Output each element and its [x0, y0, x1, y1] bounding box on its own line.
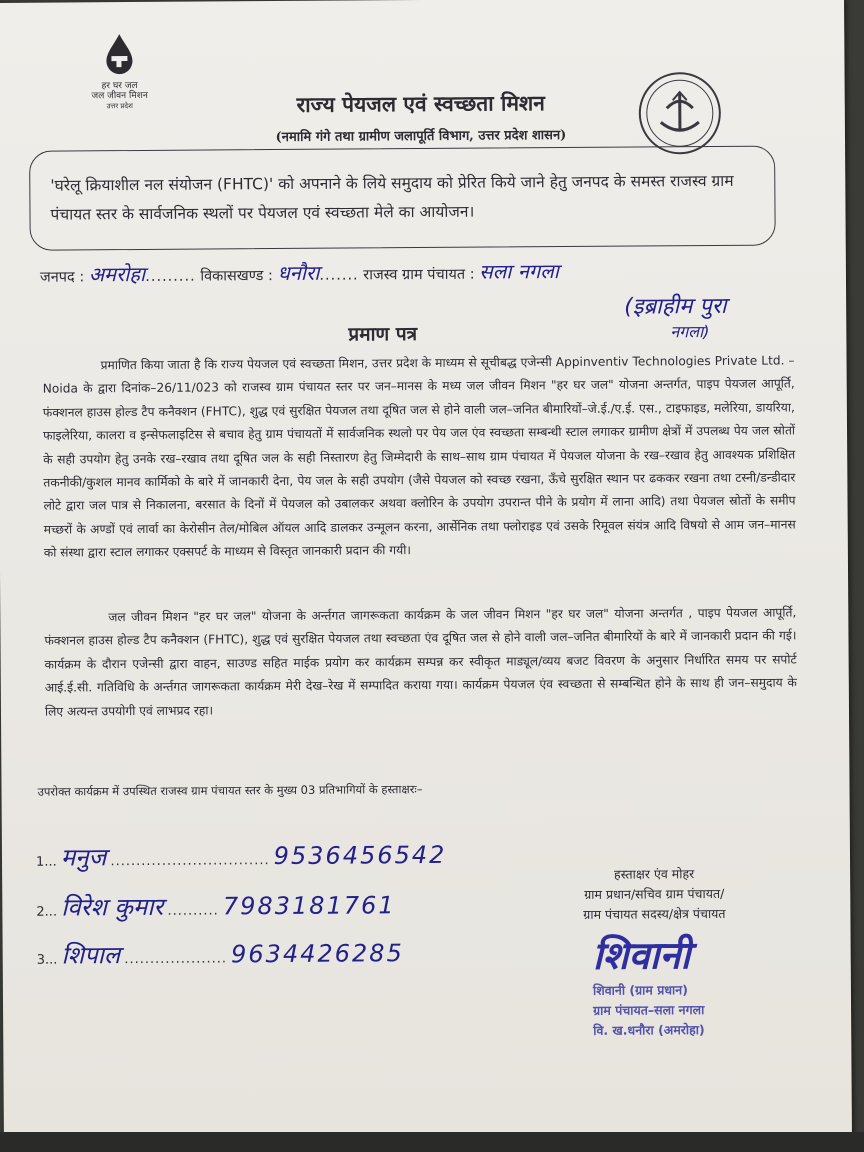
logo-line-3: उत्तर प्रदेश: [106, 102, 133, 111]
location-row: जनपद : अमरोहा......... विकासखण्ड : धनौरा....... राजस्व ग्राम पंचायत : सला नगला: [39, 259, 559, 287]
page-title: राज्य पेयजल एवं स्वच्छता मिशन: [296, 90, 545, 117]
floor-shadow: [0, 1132, 864, 1152]
pradhan-signature: शिवानी: [592, 933, 691, 978]
participant-name: मनुज: [60, 843, 107, 872]
panchayat-note-2: नगला): [670, 322, 710, 342]
participant-phone: 9634426285: [230, 939, 404, 969]
signatory-block: [554, 864, 754, 925]
participant-row: 3... शिपाल .................... 9634426285: [36, 939, 404, 970]
event-banner: [29, 146, 776, 251]
block-value: धनौरा: [277, 260, 320, 286]
stamp-line-2: ग्राम पंचायत–सला नगला: [593, 1002, 705, 1018]
participant-number: 3...: [36, 952, 58, 968]
participant-number: 1...: [35, 854, 57, 870]
participant-number: 2...: [36, 904, 58, 920]
logo-line-2: जल जीवन मिशन: [91, 90, 148, 102]
certificate-paragraph-1: प्रमाणित किया जाता है कि राज्य पेयजल एवं स्वच्छता मिशन, उत्तर प्रदेश के माध्यम से सूचीबद्ध एजेन्सी Appinventiv Technologies Private Ltd. – Noida के द्वारा दिनांक–26/11/023 को राजस्व ग्राम पंचायत स्तर पर जन–मानस के मध्य जल जीवन मिशन "हर घर जल" योजना अन्तर्गत, पाइप पेयजल आपूर्ति, फंक्शनल हाउस होल्ड टैप कनैक्शन (FHTC), शुद्ध एवं सुरक्षित पेयजल तथा दूषित जल से होने वाली जल–जनित बीमारियों–जे.ई./ए.ई. एस., टाइफाइड, मलेरिया, डायरिया, फाइलेरिया, कालरा व इन्सेफलाइटिस से बचाव हेतु ग्राम पंचायतों में सार्वजनिक स्थलो पर पेय जल एंव स्वच्छता सम्बन्धी स्टाल लगाकर ग्रामीण क्षेत्रों में उपलब्ध पेय जल स्रोतों के सही उपयोग हेतु उनके रख–रखाव तथा दूषित जल के सही निस्तारण हेतु जिम्मेदारी के साथ–साथ ग्राम पंचायत में पेयजल योजना के रख–रखाव हेतु आवश्यक प्रशिक्षित तकनीकी/कुशल मानव कार्मिको के बारे में जानकारी देना, पेय जल के सही उपयोग (जैसे पेयजल को स्वच्छ रखना, ऊँचे सुरक्षित स्थान पर ढककर रखना तथा टस्नी/डन्डीदार लोटे द्वारा जल पात्र से निकालना, बरसात के दिनों में पेयजल को उबालकर अथवा क्लोरिन के उपयोग उपरान्त पीने के प्रयोग में लाना आदि) तथा पेयजल स्रोतों के समीप मच्छरों के अण्डों एवं लार्वा का केरोसीन तेल/मोबिल ऑयल आदि डालकर उन्मूलन करना, आर्सेनिक तथा फ्लोराइड एवं उसके रिमूवल संयंत्र आदि विषयो से आम जन–मानस को संस्था द्वारा स्टाल लगाकर एक्सपर्ट के माध्यम से विस्तृत जानकारी प्रदान की गयी।: [42, 353, 796, 560]
panchayat-value: सला नगला: [479, 259, 559, 284]
participant-row: 1... मनुज ............................... 9536456542: [35, 840, 447, 872]
participant-phone: 7983181761: [222, 891, 396, 921]
participant-name: विरेश कुमार: [61, 892, 164, 922]
certificate-paragraph-2: जल जीवन मिशन "हर घर जल" योजना के अर्न्तगत जागरूकता कार्यक्रम के जल जीवन मिशन "हर घर जल" योजना अन्तर्गत , पाइप पेयजल आपूर्ति, फंक्शनल हाउस होल्ड टैप कनैक्शन (FHTC), शुद्ध एवं सुरक्षित पेयजल तथा स्वच्छता एंव दूषित जल से होने वाली जल–जनित बीमारियों के बारे में जानकारी प्रदान की गई। कार्यक्रम के दौरान एजेन्सी द्वारा वाहन, साउण्ड सहित माईक प्रयोग कर कार्यक्रम सम्पन्न कर स्वीकृत माड्यूल/व्यय बजट विवरण के अनुसार निर्धारित समय पर सपोर्ट आई.ई.सी. गतिविधि के अर्न्तगत जागरूकता कार्यक्रम मेरी देख–रेख में सम्पादित कराया गया। कार्यक्रम पेयजल एंव स्वच्छता से सम्बन्धित होने के साथ ही जन–समुदाय के लिए अत्यन्त उपयोगी एवं लाभप्रद रहा।: [44, 605, 797, 719]
district-label: जनपद :: [39, 269, 85, 286]
page-subtitle: (नमामि गंगे तथा ग्रामीण जलापूर्ति विभाग, उत्तर प्रदेश शासन): [275, 127, 567, 146]
stamp-line-3: वि. ख.धनौरा (अमरोहा): [593, 1022, 705, 1038]
signatory-line-2: ग्राम प्रधान/सचिव ग्राम पंचायत/: [584, 885, 725, 902]
panchayat-label: राजस्व ग्राम पंचायत :: [363, 266, 475, 284]
participant-phone: 9536456542: [273, 840, 447, 871]
water-drop-tap-icon: [102, 32, 136, 76]
logo-line-1: हर घर जल: [101, 80, 138, 92]
district-value: अमरोहा: [88, 261, 146, 287]
pradhan-stamp: [593, 927, 794, 1040]
signatory-line-1: हस्ताक्षर एंव मोहर: [613, 866, 695, 882]
signatory-line-3: ग्राम पंचायत सदस्य/क्षेत्र पंचायत: [583, 905, 726, 922]
participants-intro: उपरोक्त कार्यक्रम में उपस्थित राजस्व ग्राम पंचायत स्तर के मुख्य 03 प्रतिभागियों के हस्ताक्षरः–: [37, 782, 423, 799]
participant-row: 2... विरेश कुमार .......... 7983181761: [36, 891, 396, 922]
stamp-line-1: शिवानी (ग्राम प्रधान): [592, 982, 688, 998]
participant-name: शिपाल: [61, 941, 121, 970]
banner-text: 'घरेलू क्रियाशील नल संयोजन (FHTC)' को अपनाने के लिये समुदाय को प्रेरित किये जाने हेतु जनपद के समस्त राजस्व ग्राम पंचायत स्तर के सार्वजनिक स्थलों पर पेयजल एवं स्वच्छता मेले का आयोजन।: [50, 171, 734, 224]
block-label: विकासखण्ड :: [200, 268, 273, 285]
panchayat-note-1: (इब्राहीम पुरा: [624, 293, 727, 320]
certificate-heading: प्रमाण पत्र: [348, 323, 418, 346]
